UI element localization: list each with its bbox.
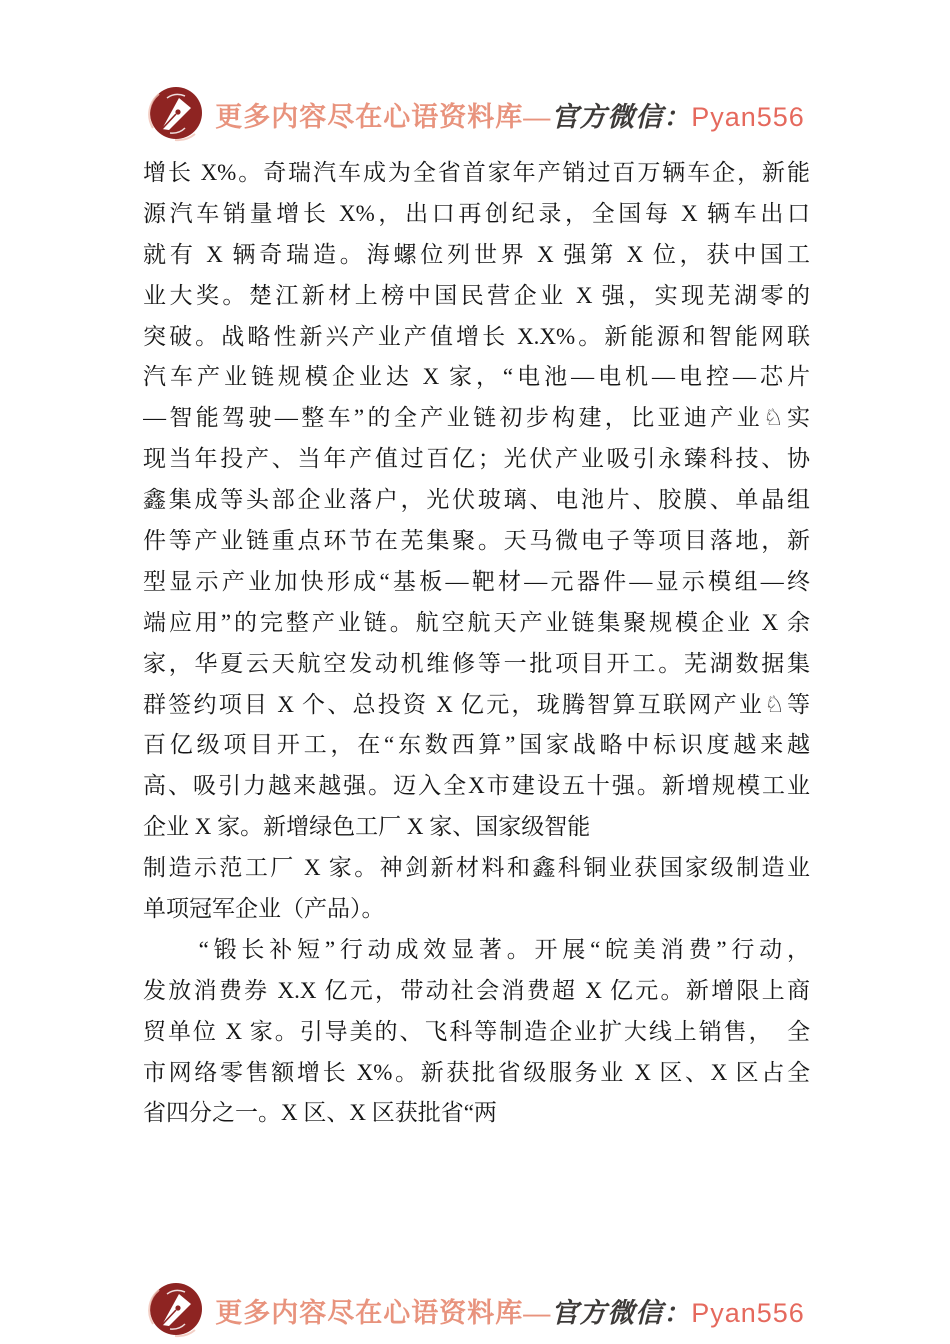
text-line: 发放消费券 X.X 亿元，带动社会消费超 X 亿元。新增限上商 [143, 977, 810, 1003]
brand-text: 更多内容尽在心语资料库 [215, 1297, 524, 1328]
text-line: 鑫集成等头部企业落户，光伏玻璃、电池片、胶膜、单晶组 [143, 487, 810, 513]
text-line: 省四分之一。X 区、X 区获批省“两 [143, 1100, 497, 1126]
text-line: 高、吸引力越来越强。迈入全X市建设五十强。新增规模工业 [143, 773, 810, 799]
text-line: 就有 X 辆奇瑞造。海螺位列世界 X 强第 X 位，获中国工 [143, 241, 810, 267]
text-line: 家，华夏云天航空发动机维修等一批项目开工。芜湖数据集 [143, 650, 810, 676]
text-line: 群签约项目 X 个、总投资 X 亿元，珑腾智算互联网产业♘等 [143, 691, 810, 717]
text-line: 型显示产业加快形成“基板—靶材—元器件—显示模组—终 [143, 568, 810, 594]
footer-watermark-text [215, 1291, 805, 1330]
text-line: 制造示范工厂 X 家。神剑新材料和鑫科铜业获国家级制造业 [143, 855, 810, 881]
text-line: 贸单位 X 家。引导美的、飞科等制造企业扩大线上销售， 全 [143, 1018, 810, 1044]
text-line: 件等产业链重点环节在芜集聚。天马微电子等项目落地，新 [143, 528, 810, 554]
text-line: —智能驾驶—整车”的全产业链初步构建，比亚迪产业♘实 [143, 405, 810, 431]
text-line: 现当年投产、当年产值过百亿；光伏产业吸引永臻科技、协 [143, 446, 810, 472]
dash: — [523, 101, 552, 132]
text-line: 市网络零售额增长 X%。新获批省级服务业 X 区、X 区占全 [143, 1059, 810, 1085]
text-line: 企业 X 家。新增绿色工厂 X 家、国家级智能 [143, 814, 591, 840]
pen-nib-logo-icon [145, 84, 205, 144]
brand-text: 更多内容尽在心语资料库 [215, 101, 524, 132]
text-line: 单项冠军企业（产品）。 [143, 896, 385, 922]
pen-nib-logo-icon [145, 1280, 205, 1340]
text-line: 源汽车销量增长 X%，出口再创纪录，全国每 X 辆车出口 [143, 200, 810, 226]
header-watermark-text [215, 95, 805, 134]
wechat-id: Pyan556 [691, 101, 805, 132]
text-line: 业大奖。楚江新材上榜中国民营企业 X 强，实现芜湖零的 [143, 282, 810, 308]
header-watermark [0, 84, 950, 144]
footer-watermark [0, 1280, 950, 1340]
document-body [143, 153, 810, 1134]
text-line: 百亿级项目开工，在“东数西算”国家战略中标识度越来越 [143, 732, 810, 758]
text-line: 端应用”的完整产业链。航空航天产业链集聚规模企业 X 余 [143, 609, 810, 635]
dash: — [523, 1297, 552, 1328]
text-line: “锻长补短”行动成效显著。开展“皖美消费”行动， [143, 936, 810, 962]
wechat-id: Pyan556 [691, 1297, 805, 1328]
wechat-label: 官方微信： [551, 101, 692, 132]
text-line: 汽车产业链规模企业达 X 家，“电池—电机—电控—芯片 [143, 364, 810, 390]
wechat-label: 官方微信： [551, 1297, 692, 1328]
text-line: 增长 X%。奇瑞汽车成为全省首家年产销过百万辆车企，新能 [143, 160, 810, 185]
text-line: 突破。战略性新兴产业产值增长 X.X%。新能源和智能网联 [143, 323, 810, 349]
